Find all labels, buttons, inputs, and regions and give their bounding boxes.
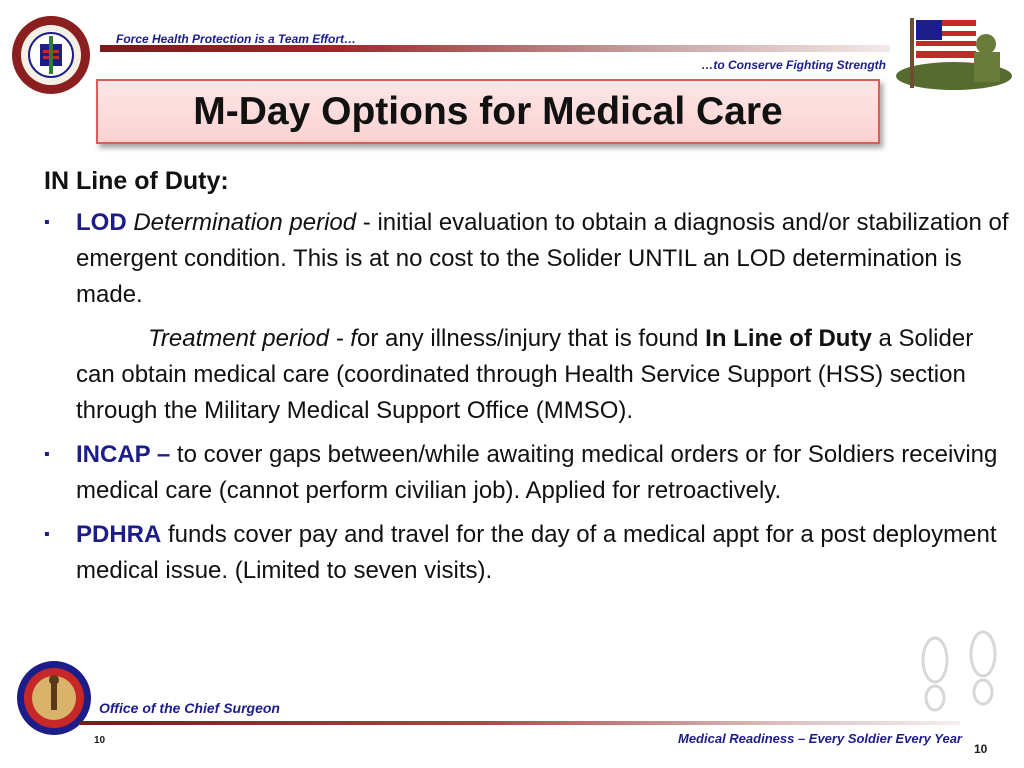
list-item-lod [44,205,1016,313]
footer-divider [80,721,960,725]
list-item-pdhra [44,517,1016,589]
page-number-left: 10 [94,735,106,746]
list-item-incap [44,437,1016,509]
footer-office-name: Office of the Chief Surgeon [99,700,280,716]
pdhra-description: funds cover pay and travel for the day of a medical appt for a post deployment medical issue. (Limited to seven visits). [76,521,997,584]
treatment-period-label: Treatment period - f [148,325,357,352]
lod-description: - initial evaluation to obtain a diagnosis and/or stabilization of emergent condition. This is at no cost to the Solider UNTIL an LOD determination is made. [76,209,1009,308]
bullet-marker: ▪ [44,446,50,463]
page-title: M-Day Options for Medical Care [193,89,783,133]
treatment-text-part2: a Solider can obtain medical care (coordinated through Health Service Support (HSS) section through the Military Medical Support Office (MMSO). [76,325,974,424]
keyword-lod: LOD [76,209,127,236]
bullet-marker: ▪ [44,526,50,543]
header-tagline: Force Health Protection is a Team Effort… [116,32,357,46]
keyword-incap: INCAP – [76,441,171,468]
in-line-of-duty-emphasis: In Line of Duty [705,325,872,352]
header-subtagline: …to Conserve Fighting Strength [701,58,886,72]
header-divider [100,45,890,52]
footer-motto: Medical Readiness – Every Soldier Every Year [678,731,962,746]
page-number-right: 10 [974,742,988,756]
section-heading: IN Line of Duty: [44,167,229,195]
treatment-text-part1: or any illness/injury that is found [356,325,706,352]
keyword-pdhra: PDHRA [76,521,162,548]
bullet-marker: ▪ [44,214,50,231]
content-body [44,163,1016,597]
incap-description: to cover gaps between/while awaiting medical orders or for Soldiers receiving medical care (cannot perform civilian job). Applied for retroactively. [76,441,998,504]
soldier-flag-emblem-icon [894,14,1016,92]
treatment-period-paragraph [44,321,1016,429]
boot-prints-watermark-icon [905,630,1015,720]
medical-team-seal-icon [10,14,92,96]
determination-period-label: Determination period [133,209,357,236]
title-box [96,79,880,144]
